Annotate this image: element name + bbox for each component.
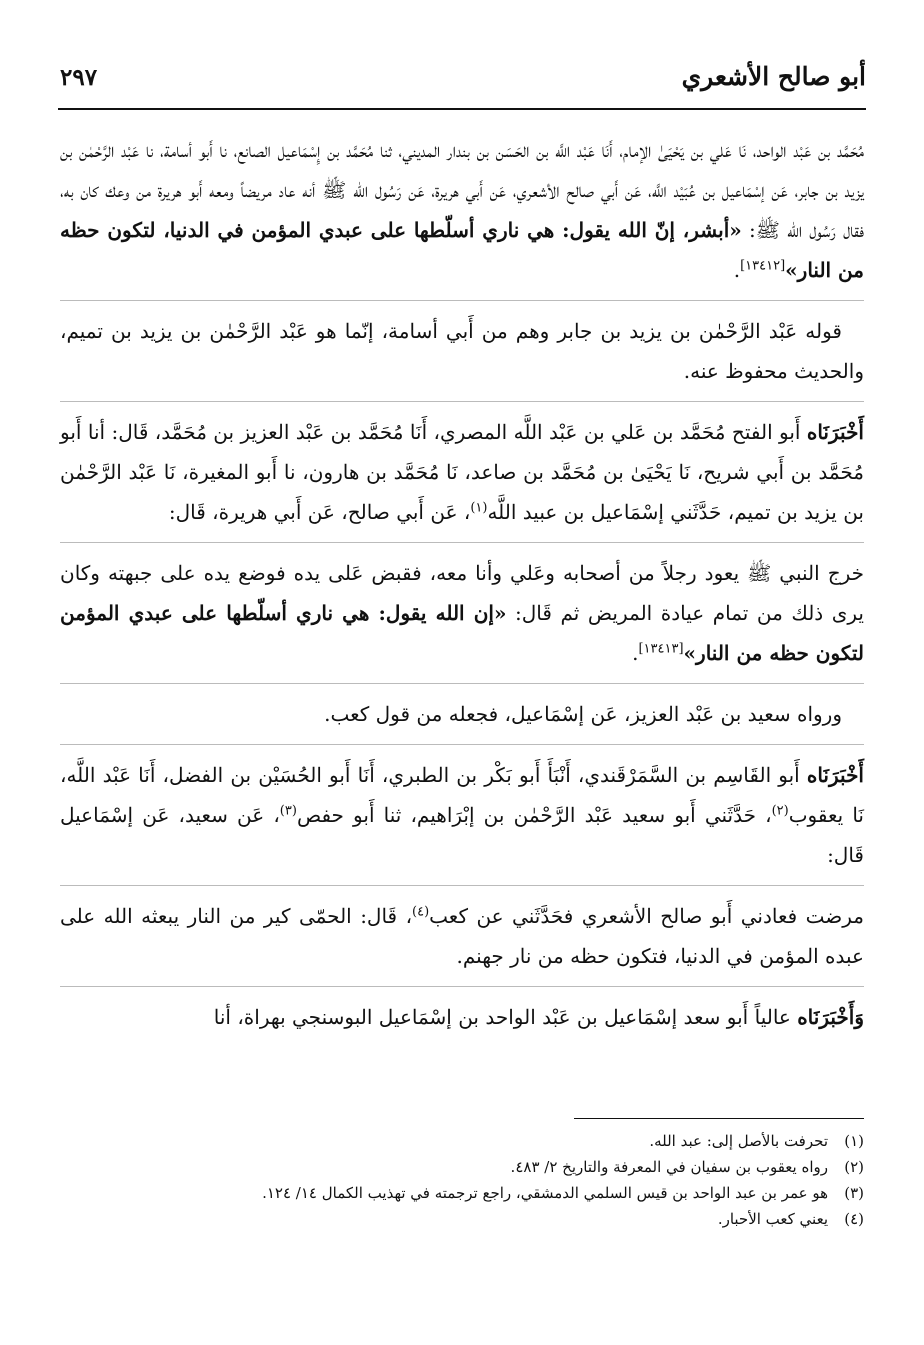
paragraph-4-end: . [632, 641, 639, 665]
footnote-rule [574, 1118, 864, 1119]
paragraph-2 [60, 311, 864, 391]
hadith-quote-2: «إن الله يقول: هي ناري أسلّطها على عبدي المؤمن لتكون حظه من النار» [60, 601, 864, 665]
page-number: ٢٩٧ [60, 64, 98, 91]
paragraph-separator [60, 542, 864, 543]
paragraph-separator [60, 683, 864, 684]
paragraph-separator [60, 300, 864, 301]
paragraph-8-text: عالياً أَبو سعد إسْمَاعيل بن عَبْد الواحد بن إسْمَاعيل البوسنجي بهراة، أنا [213, 1005, 798, 1029]
paragraph-5 [60, 694, 864, 734]
footnote-marker-1: (١) [470, 500, 488, 516]
footnote [60, 1180, 864, 1206]
footnote-marker-4: (٤) [412, 904, 430, 920]
hadith-ref-2: [١٣٤١٣] [638, 641, 684, 657]
paragraph-3 [60, 412, 864, 532]
hadith-ref-1: [١٣٤١٢] [740, 258, 786, 274]
footnote-text: رواه يعقوب بن سفيان في المعرفة والتاريخ ٢/ ٤٨٣. [510, 1158, 828, 1176]
running-head-title: أبو صالح الأشعري [681, 62, 866, 91]
footnote [60, 1128, 864, 1154]
footnote-marker-3: (٣) [279, 803, 297, 819]
footnote-text: تحرفت بالأصل إلى: عبد الله. [649, 1132, 828, 1150]
footnote [60, 1154, 864, 1180]
paragraph-3-text-2: ، عَن أَبي صالح، عَن أَبي هريرة، قَال: [168, 500, 471, 524]
paragraph-7-text: مرضت فعادني أَبو صالح الأشعري فحَدَّثَني عن كعب [429, 904, 864, 928]
paragraph-separator [60, 744, 864, 745]
paragraph-1-end: . [733, 258, 741, 282]
paragraph-3-text: أَبو الفتح مُحَمَّد بن عَلي بن عَبْد اللَّه المصري، أَنَا مُحَمَّد بن عَبْد العزيز بن مُحَمَّد، قَال: أنا أَبو مُحَمَّد بن أَبي شريح، نَا يَحْيَىٰ بن مُحَمَّد بن صاعد، نَا مُحَمَّد بن هارون، نا أَبو المغيرة، نَا عَبْد الرَّحْمٰن بن يزيد بن تميم، حَدَّثَني إسْمَاعيل بن عبيد اللَّه [60, 420, 864, 524]
header-rule [58, 108, 866, 110]
paragraph-1 [60, 130, 864, 290]
paragraph-separator [60, 986, 864, 987]
paragraph-1-text: مُحَمَّد بن عَبْد الواحد، نَا عَلي بن يَحْيَىٰ الإمام، أَنَا عَبْد اللَّه بن الحَسَن بن بندار المديني، ثنا مُحَمَّد بن إِسْمَاعيل الصانع، نا أَبو أسامة، نا عَبْد الرَّحْمٰن بن يزيد بن جابر، عَن إسْمَاعيل بن عُبَيْد اللَّه، عَن أَبي صالح الأشعري، عَن أَبي هريرة، عَن رَسُول الله ﷺ أنه عاد مريضاً ومعه أَبو هريرة من وعك كان به، فقال رَسُول الله ﷺ: [60, 138, 865, 242]
isnad-lead-1: أَخْبَرَنَاه [806, 420, 864, 444]
footnotes [60, 1128, 864, 1232]
paragraph-separator [60, 885, 864, 886]
paragraph-7 [60, 896, 864, 976]
footnote-marker-2: (٢) [771, 803, 789, 819]
paragraph-7-text-2: ، قَال: الحمّى كير من النار يبعثه الله على عبده المؤمن في الدنيا، فتكون حظه من نار جهنم. [60, 904, 864, 968]
paragraph-separator [60, 401, 864, 402]
isnad-lead-3: وَأَخْبَرَنَاه [797, 1005, 864, 1029]
running-head [60, 62, 866, 91]
footnote [60, 1206, 864, 1232]
paragraph-4-text: خرج النبي ﷺ يعود رجلاً من أصحابه وعَلي وأنا معه، فقبض عَلى يده فوضع يده على جبهته وكان يرى ذلك من تمام عيادة المريض ثم قَال: [60, 561, 864, 625]
footnote-text: يعني كعب الأحبار. [717, 1210, 828, 1228]
footnote-number: (٣) [844, 1184, 864, 1202]
paragraph-5-text: ورواه سعيد بن عَبْد العزيز، عَن إسْمَاعيل، فجعله من قول كعب. [324, 702, 842, 726]
footnote-number: (١) [844, 1132, 864, 1150]
paragraph-4 [60, 553, 864, 673]
footnote-text: هو عمر بن عبد الواحد بن قيس السلمي الدمشقي، راجع ترجمته في تهذيب الكمال ١٤/ ١٢٤. [262, 1184, 828, 1202]
paragraph-6-text-2: ، حَدَّثَني أَبو سعيد عَبْد الرَّحْمٰن بن إبْرَاهيم، ثنا أَبو حفص [296, 803, 772, 827]
footnote-number: (٤) [844, 1210, 864, 1228]
hadith-quote-1: «أبشر، إنّ الله يقول: هي ناري أسلّطها على عبدي المؤمن في الدنيا، لتكون حظه من النار» [60, 218, 864, 282]
paragraph-6 [60, 755, 864, 875]
isnad-lead-2: أَخْبَرَنَاه [806, 763, 864, 787]
paragraph-2-text: قوله عَبْد الرَّحْمٰن بن يزيد بن جابر وهم من أَبي أسامة، إنّما هو عَبْد الرَّحْمٰن بن يزيد بن تميم، والحديث محفوظ عنه. [60, 319, 864, 383]
main-text [60, 130, 864, 1047]
footnote-number: (٢) [844, 1158, 864, 1176]
paragraph-6-text: أَبو القَاسِم بن السَّمَرْقَندي، أَنْبَأَ أَبو بَكْر بن الطبري، أَنَا أَبو الحُسَيْن بن الفضل، أَنَا عَبْد اللَّه، نَا يعقوب [60, 763, 864, 827]
paragraph-8 [60, 997, 864, 1037]
paragraph-6-text-3: ، عَن سعيد، عَن إسْمَاعيل قَال: [60, 803, 864, 867]
